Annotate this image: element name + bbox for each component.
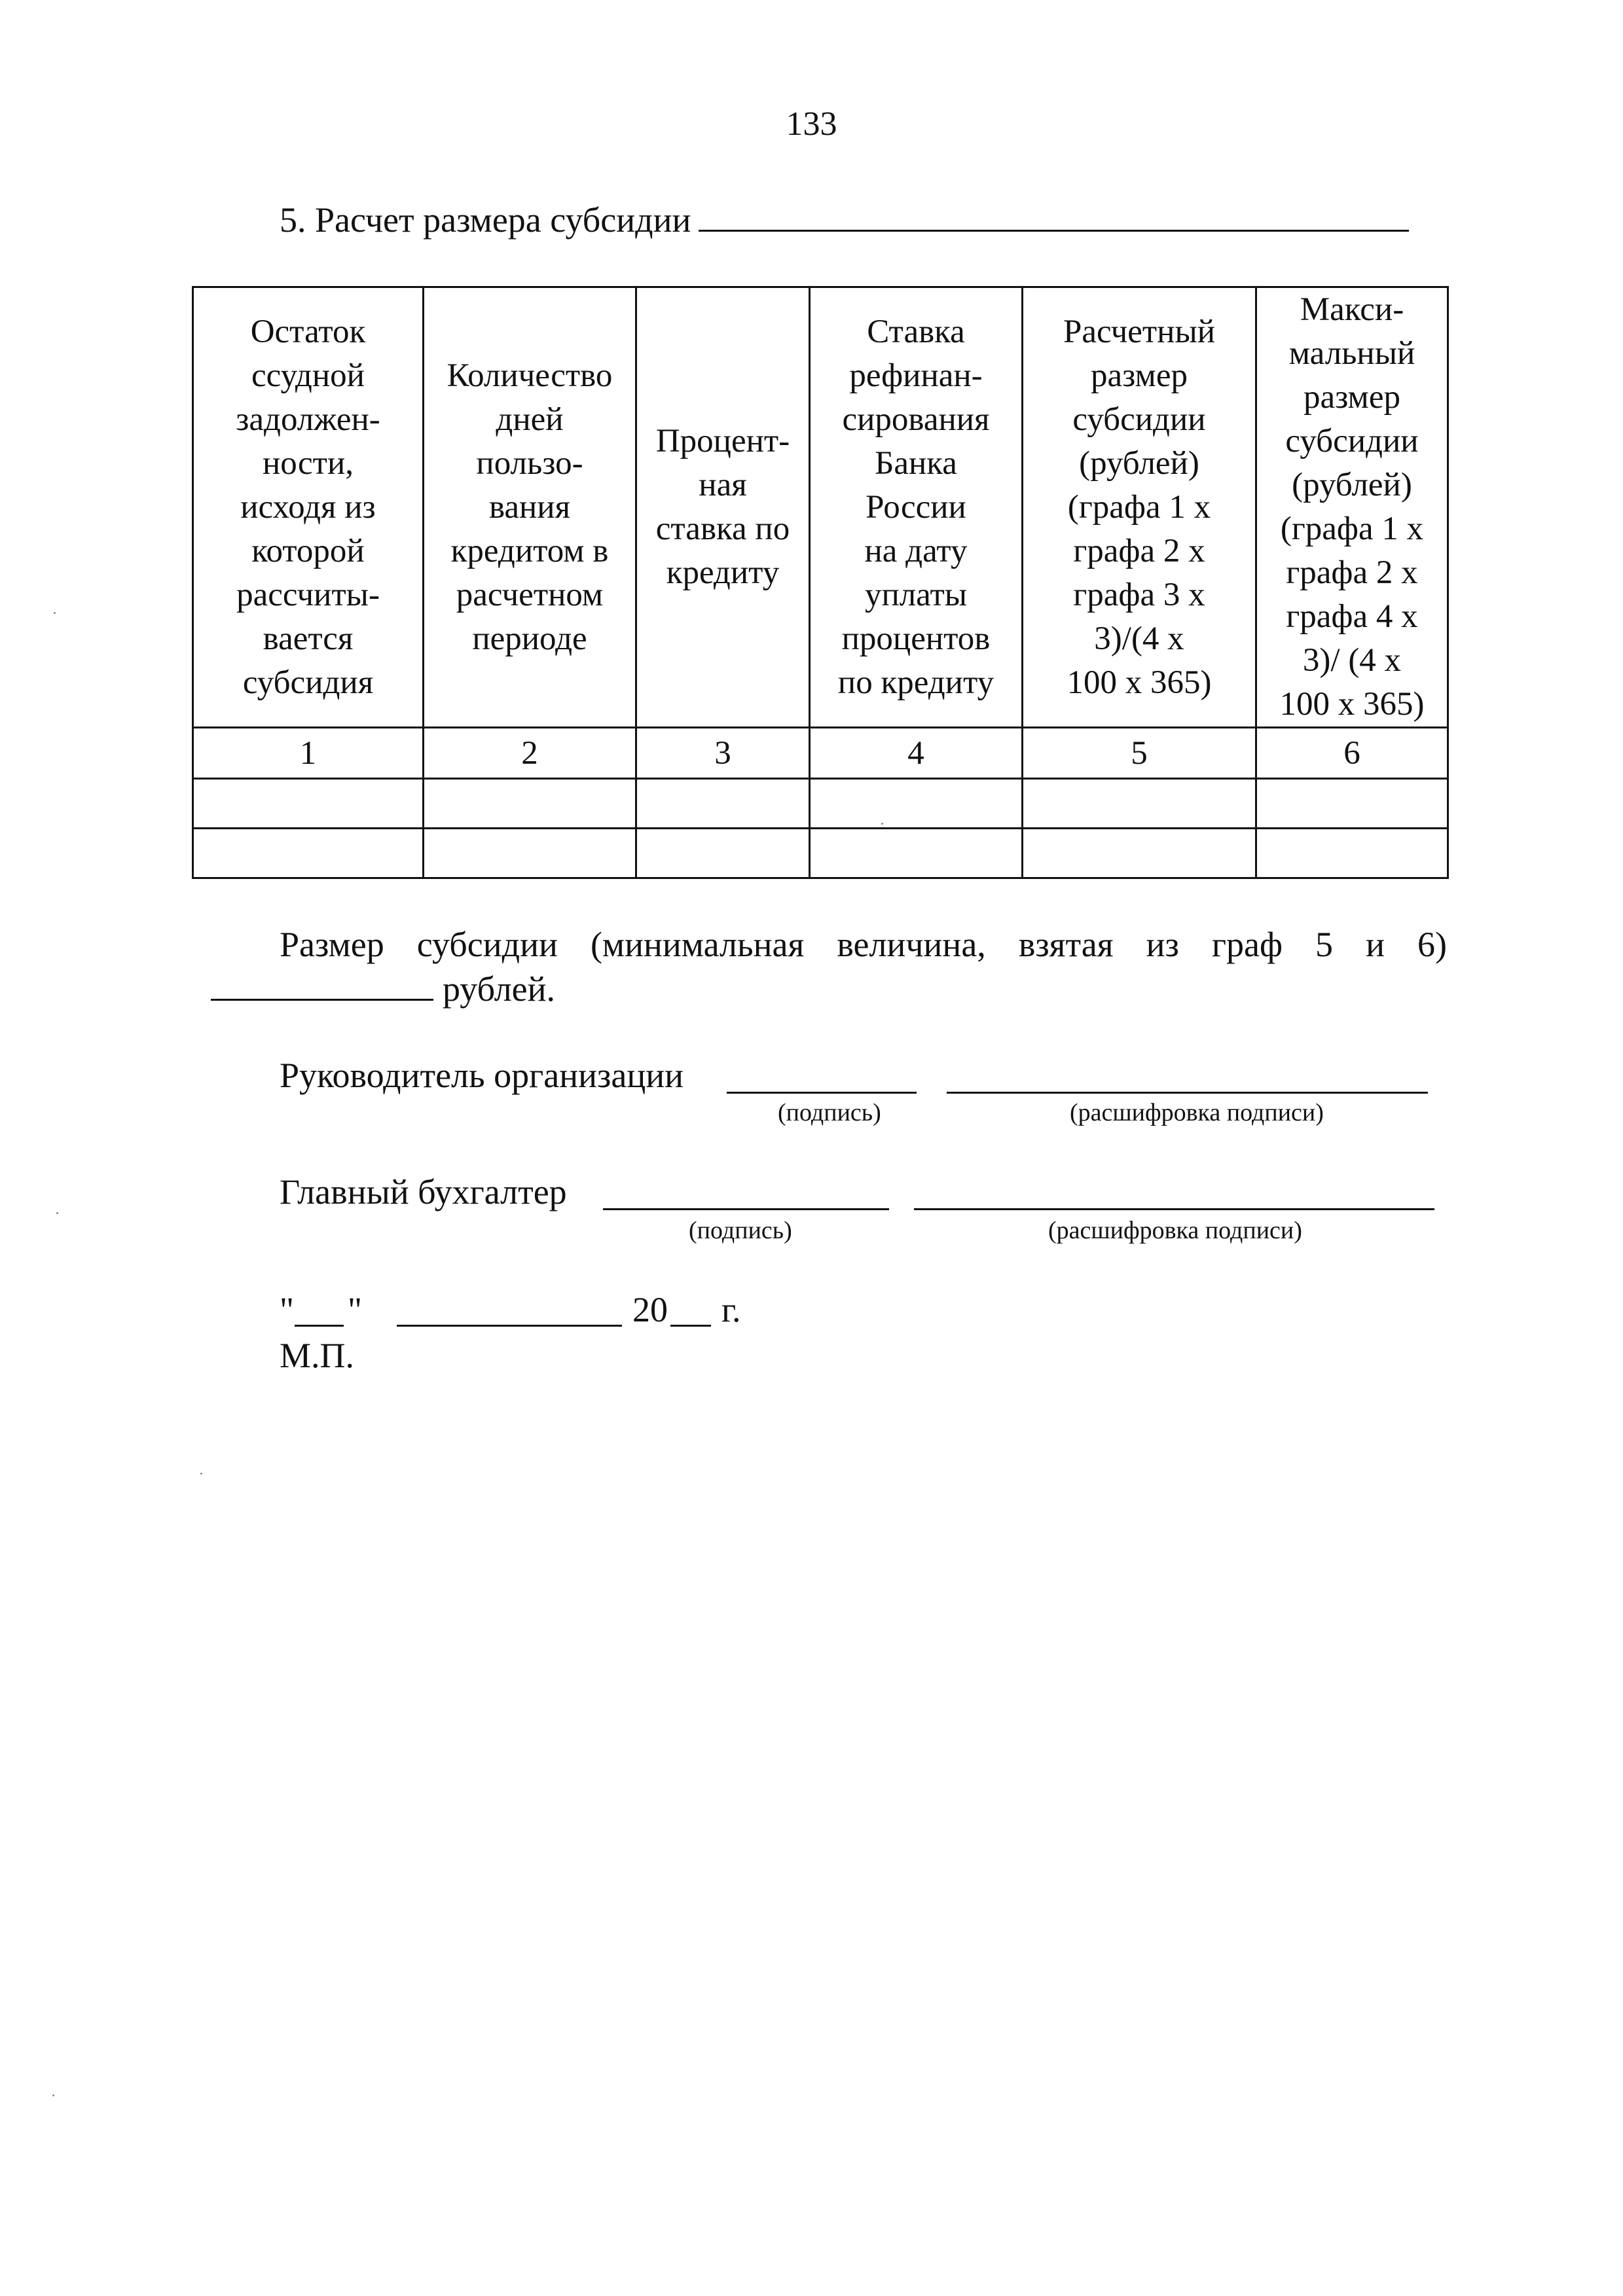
accountant-decoding-blank[interactable]	[914, 1208, 1434, 1210]
date-day-blank[interactable]	[295, 1325, 344, 1327]
page-number: 133	[786, 105, 837, 143]
column-number-row	[193, 728, 1448, 779]
table-cell[interactable]	[810, 779, 1023, 829]
head-signature-blank[interactable]	[727, 1092, 917, 1094]
date-quote-close: "	[348, 1290, 363, 1329]
head-signature-label: Руководитель организации	[280, 1056, 684, 1095]
table-cell[interactable]	[1256, 779, 1448, 829]
header-cell-5: Расчетный размер субсидии (рублей) (графа 1 х графа 2 х графа 3 х 3)/(4 х 100 х 365)	[1023, 287, 1256, 728]
stamp-place-label: М.П.	[280, 1336, 355, 1375]
date-year-blank[interactable]	[670, 1325, 711, 1327]
table-header-row	[193, 287, 1448, 728]
header-cell-6: Макси- мальный размер субсидии (рублей) (графа 1 х графа 2 х графа 4 х 3)/ (4 х 100 х 365)	[1256, 287, 1448, 728]
table-cell[interactable]	[1256, 829, 1448, 878]
head-decoding-caption: (расшифровка подписи)	[1070, 1099, 1324, 1126]
subsidy-unit: рублей.	[443, 969, 556, 1009]
subsidy-amount-blank[interactable]	[211, 967, 433, 1001]
scan-speck	[56, 1212, 58, 1214]
table-cell[interactable]	[1023, 829, 1256, 878]
head-signature-caption: (подпись)	[778, 1099, 881, 1126]
scan-speck	[200, 1473, 202, 1475]
subsidy-calculation-table	[192, 286, 1449, 879]
column-number-cell: 4	[810, 728, 1023, 779]
table-row	[193, 829, 1448, 878]
table-cell[interactable]	[193, 829, 424, 878]
scan-speck	[54, 612, 56, 614]
accountant-decoding-caption: (расшифровка подписи)	[1048, 1217, 1302, 1244]
column-number-cell: 5	[1023, 728, 1256, 779]
accountant-signature-caption: (подпись)	[689, 1217, 792, 1244]
table-cell[interactable]	[636, 779, 810, 829]
date-year-prefix: 20	[632, 1290, 668, 1329]
header-cell-3: Процент- ная ставка по кредиту	[636, 287, 810, 728]
table-cell[interactable]	[1023, 779, 1256, 829]
section-heading	[280, 198, 1409, 240]
table-row	[193, 779, 1448, 829]
table-cell[interactable]	[424, 829, 636, 878]
date-month-blank[interactable]	[397, 1325, 622, 1327]
table-cell[interactable]	[810, 829, 1023, 878]
header-cell-2: Количество дней пользо- вания кредитом в расчетном периоде	[424, 287, 636, 728]
date-quote-open: "	[280, 1290, 295, 1329]
head-decoding-blank[interactable]	[947, 1092, 1428, 1094]
column-number-cell: 2	[424, 728, 636, 779]
header-cell-4: Ставка рефинан- сирования Банка России на дату уплаты процентов по кредиту	[810, 287, 1023, 728]
table-cell[interactable]	[424, 779, 636, 829]
subsidy-size-text: Размер субсидии (минимальная величина, взятая из граф 5 и 6)	[280, 925, 1447, 964]
column-number-cell: 1	[193, 728, 424, 779]
scan-speck	[881, 823, 883, 825]
subsidy-name-blank[interactable]	[699, 198, 1409, 232]
column-number-cell: 6	[1256, 728, 1448, 779]
accountant-signature-blank[interactable]	[603, 1208, 889, 1210]
table-cell[interactable]	[636, 829, 810, 878]
header-cell-1: Остаток ссудной задолжен- ности, исходя из которой рассчиты- вается субсидия	[193, 287, 424, 728]
column-number-cell: 3	[636, 728, 810, 779]
scan-speck	[52, 2094, 54, 2096]
date-year-suffix: г.	[721, 1290, 741, 1329]
table-cell[interactable]	[193, 779, 424, 829]
subsidy-size-amount	[211, 967, 555, 1009]
accountant-signature-label: Главный бухгалтер	[280, 1172, 567, 1211]
section-heading-text: 5. Расчет размера субсидии	[280, 200, 691, 240]
